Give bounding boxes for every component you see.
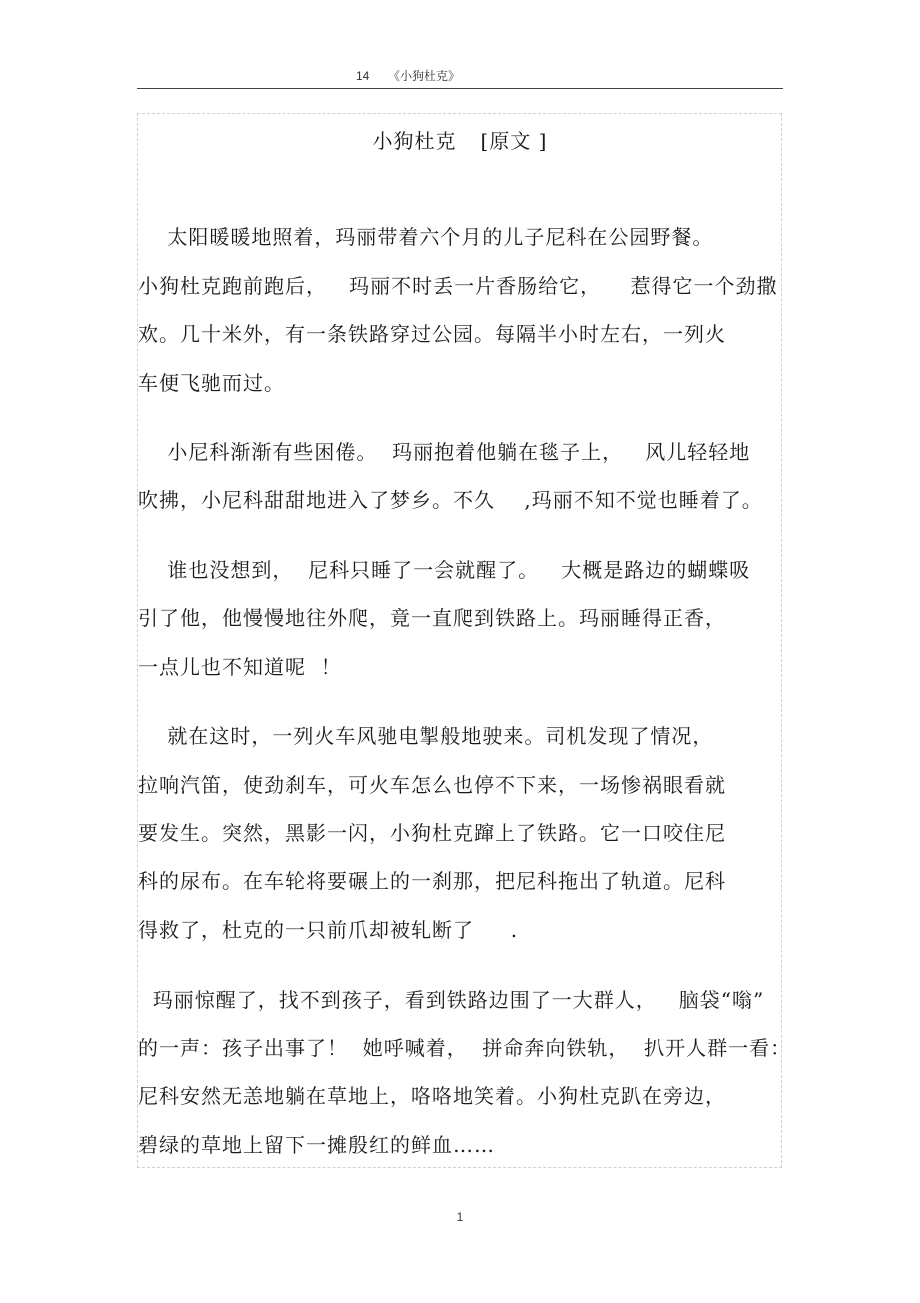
paragraph-2-line-2: 吹拂，小尼科甜甜地进入了梦乡。不久 ,玛丽不知不觉也睡着了。 bbox=[138, 488, 763, 512]
document-title-tag: [原文 ] bbox=[480, 129, 548, 153]
header-chapter-title: 《小狗杜克》 bbox=[388, 69, 461, 83]
paragraph-4-line-5: 得救了，杜克的一只前爪却被轧断了 . bbox=[138, 918, 519, 942]
running-header bbox=[0, 66, 920, 86]
paragraph-3-line-1: 谁也没想到， 尼科只睡了一会就醒了。 大概是路边的蝴蝶吸 bbox=[138, 558, 751, 582]
paragraph-4-line-4: 科的尿布。在车轮将要碾上的一刹那，把尼科拖出了轨道。尼科 bbox=[138, 869, 726, 893]
paragraph-5-line-2: 的一声：孩子出事了！ 她呼喊着， 拼命奔向铁轨， 扒开人群一看： bbox=[138, 1036, 792, 1060]
paragraph-5-line-1: 玛丽惊醒了，找不到孩子，看到铁路边围了一大群人， 脑袋“嗡” bbox=[138, 988, 765, 1012]
paragraph-3-line-2: 引了他，他慢慢地往外爬，竟一直爬到铁路上。玛丽睡得正香， bbox=[138, 606, 726, 630]
document-title bbox=[0, 126, 920, 156]
paragraph-5-line-3: 尼科安然无恙地躺在草地上，咯咯地笑着。小狗杜克趴在旁边， bbox=[138, 1084, 726, 1108]
paragraph-1-line-1: 太阳暖暖地照着，玛丽带着六个月的儿子尼科在公园野餐。 bbox=[138, 225, 714, 249]
paragraph-5-line-4: 碧绿的草地上留下一摊殷红的鲜血…… bbox=[138, 1133, 495, 1157]
paragraph-1-line-4: 车便飞驰而过。 bbox=[138, 371, 285, 395]
header-divider bbox=[137, 88, 783, 89]
paragraph-2-line-1: 小尼科渐渐有些困倦。 玛丽抱着他躺在毯子上， 风儿轻轻地 bbox=[138, 440, 751, 464]
paragraph-1-line-2: 小狗杜克跑前跑后， 玛丽不时丢一片香肠给它， 惹得它一个劲撒 bbox=[138, 274, 778, 298]
header-chapter-number: 14 bbox=[356, 69, 370, 83]
paragraph-4-line-2: 拉响汽笛，使劲刹车，可火车怎么也停不下来，一场惨祸眼看就 bbox=[138, 773, 726, 797]
paragraph-4-line-1: 就在这时，一列火车风驰电掣般地驶来。司机发现了情况， bbox=[138, 724, 714, 748]
paragraph-3-line-3: 一点儿也不知道呢 ！ bbox=[138, 655, 342, 679]
paragraph-1-line-3: 欢。几十米外，有一条铁路穿过公园。每隔半小时左右，一列火 bbox=[138, 322, 726, 346]
paragraph-4-line-3: 要发生。突然，黑影一闪，小狗杜克蹿上了铁路。它一口咬住尼 bbox=[138, 821, 726, 845]
page-number: 1 bbox=[456, 1210, 464, 1224]
document-title-main: 小狗杜克 bbox=[372, 129, 457, 153]
